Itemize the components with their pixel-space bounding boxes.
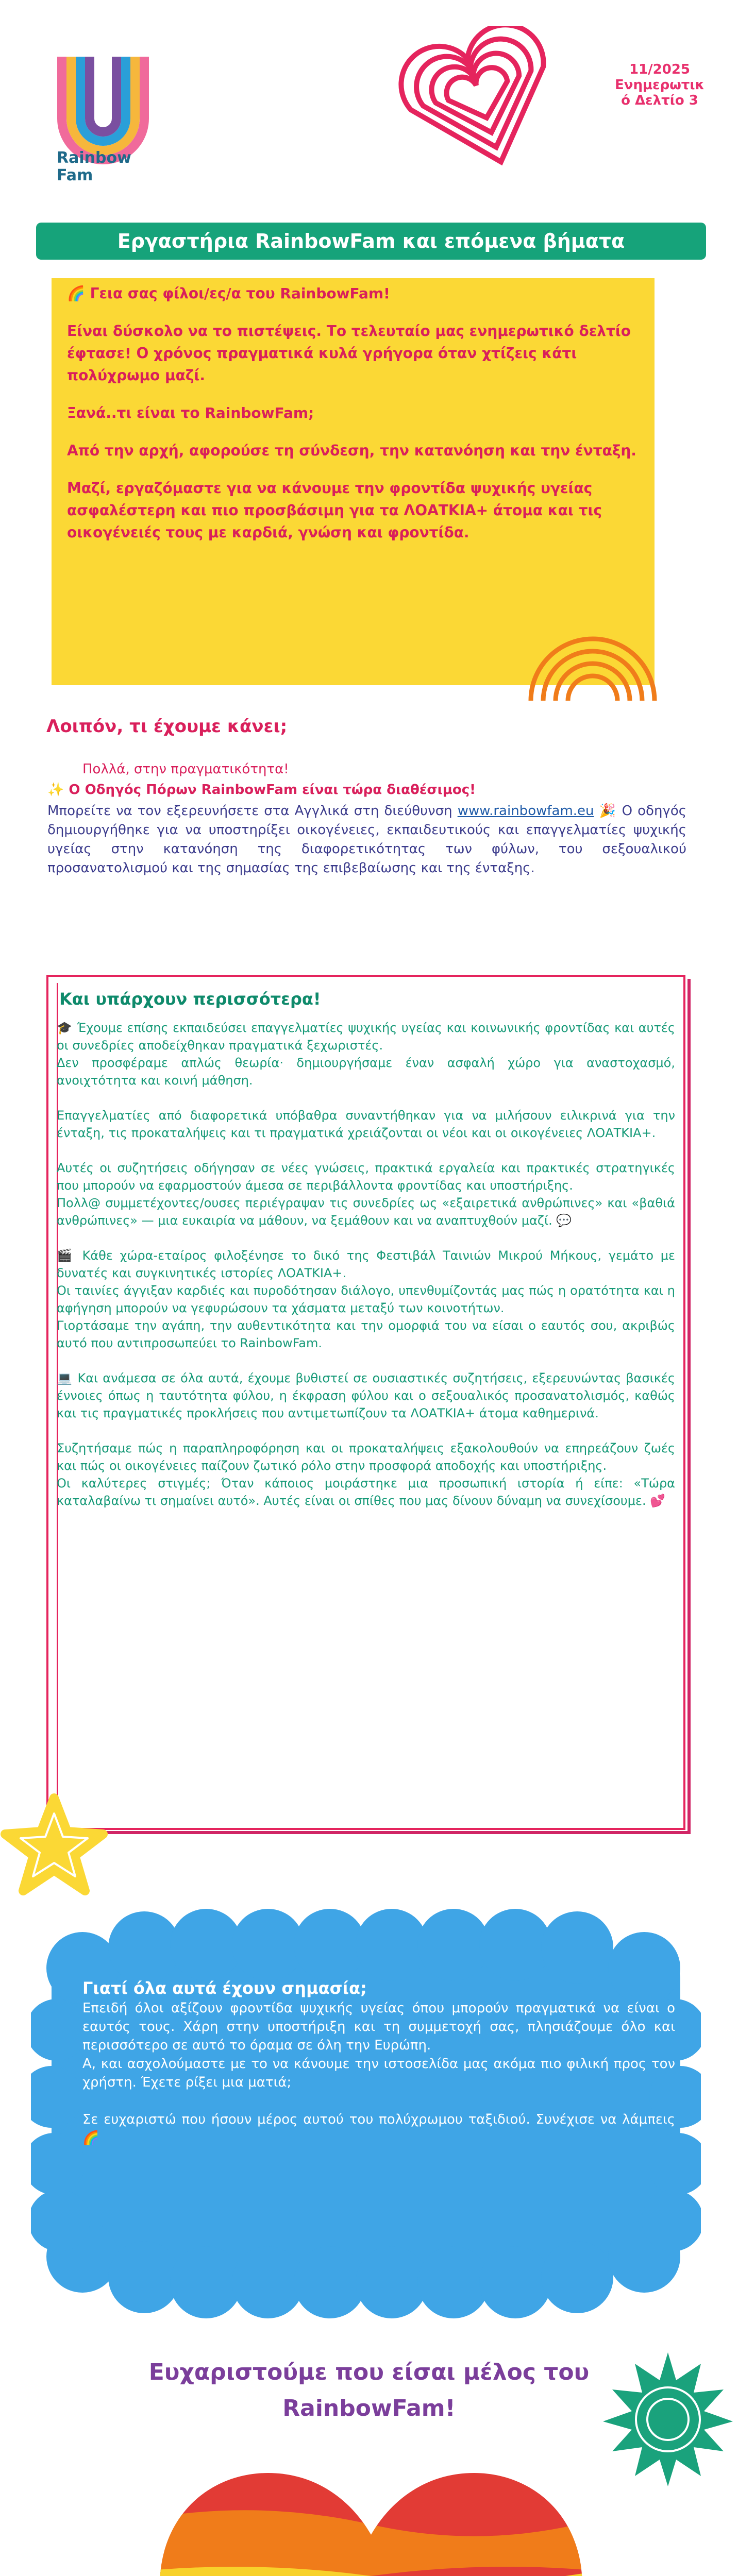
logo-text-line2: Fam	[57, 166, 93, 184]
cloud-p1a: Επειδή όλοι αξίζουν φροντίδα ψυχικής υγείας όπου μπορούν πραγματικά να είναι ο εαυτός τους. Χάρη στην υποστήριξη και τη συμμετοχή σας, πλησιάζουμε όλο και περισσότερο σε αυτό το όραμα σε όλη την Ευρώπη.	[82, 2001, 675, 2053]
more-p3a: Αυτές οι συζητήσεις οδήγησαν σε νέες γνώσεις, πρακτικά εργαλεία και πρακτικές στρατηγικές που μπορούν να εφαρμοστούν άμεσα σε περιβάλλοντα φροντίδας και υποστήριξης.	[57, 1161, 675, 1193]
logo-text-line1: Rainbow	[57, 149, 131, 167]
more-box-title: Και υπάρχουν περισσότερα!	[59, 989, 321, 1009]
rainbowfam-link[interactable]: www.rainbowfam.eu	[457, 803, 594, 819]
rainbow-arc-icon	[521, 603, 665, 706]
more-p4b: Οι ταινίες άγγιξαν καρδιές και πυροδότησαν διάλογο, υπενθυμίζοντάς μας πώς η ορατότητα και η αφήγηση μπορούν να γεφυρώσουν τα χάσματα μεταξύ των κοινοτήτων.	[57, 1283, 675, 1315]
more-p6a: Συζητήσαμε πώς η παραπληροφόρηση και οι προκαταλήψεις εξακολουθούν να επηρεάζουν ζωές και πώς οι οικογένειες παίζουν ζωτικό ρόλο στην προσφορά αποδοχής και υποστήριξης.	[57, 1441, 675, 1473]
thanks-line-1: Ευχαριστούμε που είσαι μέλος του	[148, 2359, 590, 2385]
intro-greeting: 🌈 Γεια σας φίλοι/ες/α του RainbowFam!	[67, 285, 390, 302]
more-p1b: Δεν προσφέραμε απλώς θεωρία· δημιουργήσαμε έναν ασφαλή χώρο για αναστοχασμό, ανοιχτότητα και κοινή μάθηση.	[57, 1056, 675, 1088]
issue-number: ό Δελτίο 3	[621, 93, 698, 108]
cloud-title: Γιατί όλα αυτά έχουν σημασία;	[82, 1978, 367, 1998]
issue-label: Ενημερωτικ	[615, 77, 705, 93]
so-what-body-text: Μπορείτε να τον εξερευνήσετε στα Αγγλικά στη διεύθυνση	[47, 803, 458, 819]
heart-outline-icon	[397, 26, 567, 175]
more-p4c: Γιορτάσαμε την αγάπη, την αυθεντικότητα και την ομορφιά του να είσαι ο εαυτός σου, ακριβώς αυτό που αντιπροσωπεύει το RainbowFam.	[57, 1318, 675, 1350]
newsletter-title: Εργαστήρια RainbowFam και επόμενα βήματα	[117, 230, 625, 252]
more-p5: 💻 Και ανάμεσα σε όλα αυτά, έχουμε βυθιστεί σε ουσιαστικές συζητήσεις, εξερευνώντας βασικές έννοιες όπως η ταυτότητα φύλου, η έκφραση φύλου και ο σεξουαλικός προσανατολισμός, καθώς και τις πραγματικές προκλήσεις που αντιμετωπίζουν τα ΛΟΑΤΚΙΑ+ άτομα καθημερινά.	[57, 1371, 675, 1420]
rainbow-heart-icon	[144, 2452, 598, 2576]
issue-meta	[598, 62, 722, 108]
starburst-icon	[598, 2349, 738, 2489]
more-p1a: 🎓 Έχουμε επίσης εκπαιδεύσει επαγγελματίες ψυχικής υγείας και κοινωνικής φροντίδας και αυτές οι συνεδρίες αποδείχθηκαν πραγματικά ξεχωριστές.	[57, 1021, 675, 1053]
cloud-body	[82, 1999, 675, 2166]
more-p2: Επαγγελματίες από διαφορετικά υπόβαθρα συναντήθηκαν για να μιλήσουν ειλικρινά για την ένταξη, τις προκαταλήψεις και τι πραγματικά χρειάζονται οι νέοι και οι οικογένειες ΛΟΑΤΚΙΑ+.	[57, 1108, 675, 1140]
more-box-body	[57, 1019, 675, 1527]
logo-text	[57, 149, 170, 184]
more-p4a: 🎬 Κάθε χώρα-εταίρος φιλοξένησε το δικό της Φεστιβάλ Ταινιών Μικρού Μήκους, γεμάτο με δυνατές και συγκινητικές ιστορίες ΛΟΑΤΚΙΑ+.	[57, 1248, 675, 1280]
intro-paragraph-2: Ξανά..τι είναι το RainbowFam;	[67, 404, 314, 421]
cloud-p1b: Α, και ασχολούμαστε με το να κάνουμε την ιστοσελίδα μας ακόμα πιο φιλική προς τον χρήστη. Έχετε ρίξει μια ματιά;	[82, 2056, 675, 2090]
so-what-body	[47, 802, 686, 878]
so-what-line-1: Πολλά, στην πραγματικότητα!	[82, 761, 289, 777]
cloud-p2: Σε ευχαριστώ που ήσουν μέρος αυτού του πολύχρωμου ταξιδιού. Συνέχισε να λάμπεις🌈	[82, 2112, 675, 2146]
intro-paragraph-3: Από την αρχή, αφορούσε τη σύνδεση, την κατανόηση και την ένταξη.	[67, 442, 636, 459]
more-p3b: Πολλ@ συμμετέχοντες/ουσες περιέγραψαν τις συνεδρίες ως «εξαιρετικά ανθρώπινες» και «βαθιά ανθρώπινες» — μια ευκαιρία να μάθουν, να ξεμάθουν και να αναπτυχθούν μαζί. 💬	[57, 1196, 675, 1228]
star-icon	[0, 1793, 108, 1896]
intro-paragraph-4: Μαζί, εργαζόμαστε για να κάνουμε την φροντίδα ψυχικής υγείας ασφαλέστερη και πιο προσβάσιμη για τα ΛΟΑΤΚΙΑ+ άτομα και τις οικογένειές τους με καρδιά, γνώση και φροντίδα.	[67, 480, 602, 541]
so-what-line-2: ✨ Ο Οδηγός Πόρων RainbowFam είναι τώρα διαθέσιμος!	[47, 782, 476, 798]
section-heading-so-what: Λοιπόν, τι έχουμε κάνει;	[46, 716, 288, 737]
issue-date: 11/2025	[629, 62, 691, 77]
thanks-line-2: RainbowFam!	[282, 2395, 456, 2421]
more-p6b: Οι καλύτερες στιγμές; Όταν κάποιος μοιράστηκε μια προσωπική ιστορία ή είπε: «Τώρα καταλαβαίνω τι σημαίνει αυτό». Αυτές είναι οι σπίθες που μας δίνουν δύναμη να συνεχίσουμε. 💕	[57, 1476, 675, 1508]
intro-paragraph-1: Είναι δύσκολο να το πιστέψεις. Το τελευταίο μας ενημερωτικό δελτίο έφτασε! Ο χρόνος πραγματικά κυλά γρήγορα όταν χτίζεις κάτι πολύχρωμο μαζί.	[67, 323, 631, 384]
so-what-body-text-2: 🎉 Ο οδηγός δημιουργήθηκε για να υποστηρίξει οικογένειες, εκπαιδευτικούς και επαγγελματίες ψυχικής υγείας στην κατανόηση της διαφορετικότητας των φύλων, του σεξουαλικού προσανατολισμού και της σημασίας της επιβεβαίωσης και της ένταξης.	[47, 803, 686, 876]
